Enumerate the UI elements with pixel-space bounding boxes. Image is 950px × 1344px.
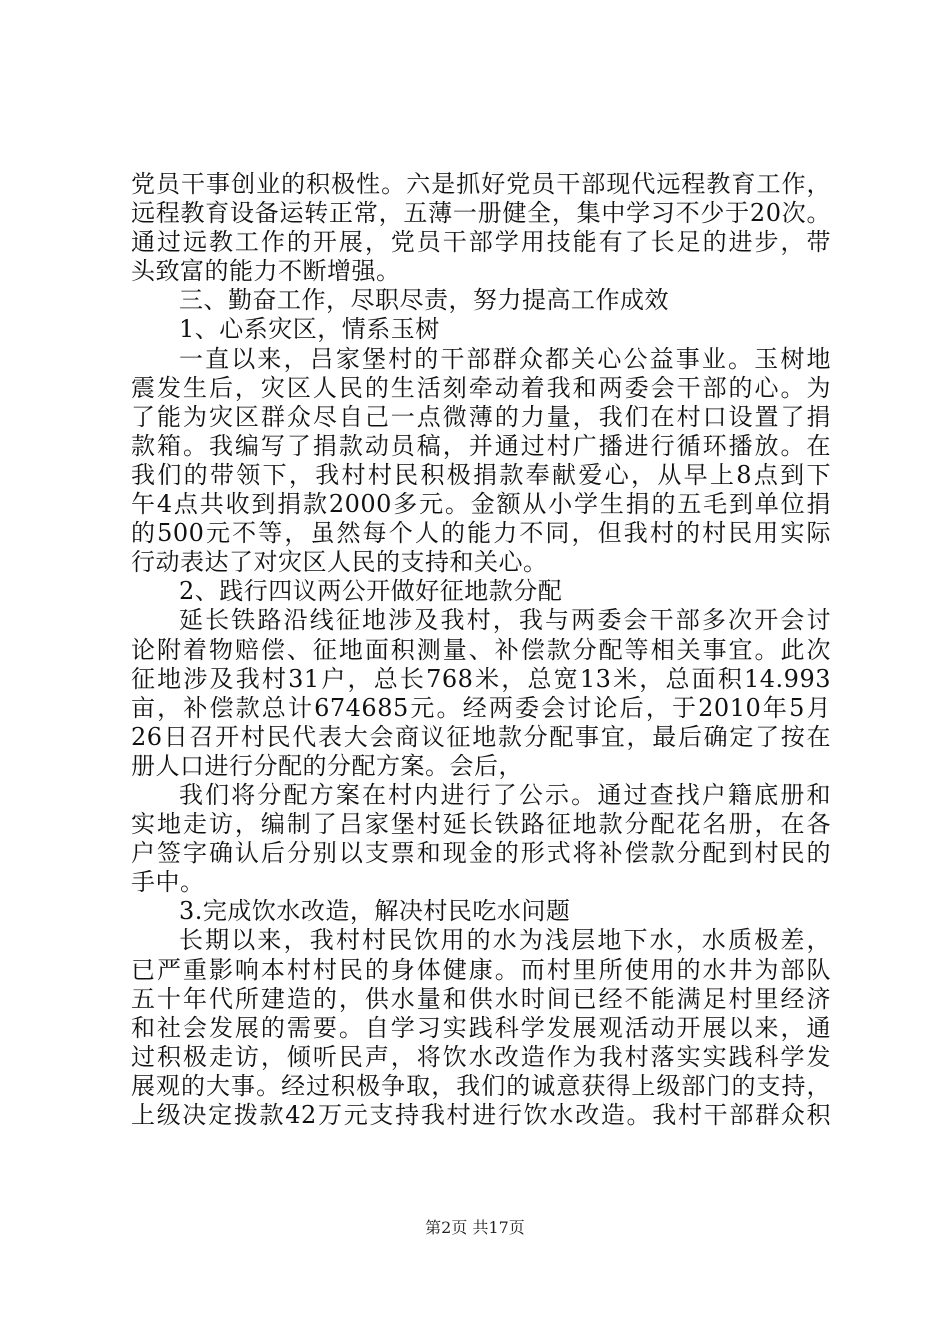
text-line: 2、践行四议两公开做好征地款分配 (179, 577, 563, 606)
text-line: 我们的带领下，我村村民积极捐款奉献爱心，从早上8点到下 (131, 460, 831, 489)
text-line: 户签字确认后分别以支票和现金的形式将补偿款分配到村民的 (131, 839, 831, 868)
text-line: 和社会发展的需要。自学习实践科学发展观活动开展以来，通 (131, 1013, 831, 1042)
text-line: 上级决定拨款42万元支持我村进行饮水改造。我村干部群众积 (131, 1101, 831, 1129)
text-line: 三、勤奋工作，尽职尽责，努力提高工作成效 (179, 286, 669, 315)
text-line: 远程教育设备运转正常，五薄一册健全，集中学习不少于20次。 (131, 199, 831, 228)
text-line: 了能为灾区群众尽自己一点微薄的力量，我们在村口设置了捐 (131, 402, 831, 431)
text-line: 征地涉及我村31户，总长768米，总宽13米，总面积14.993 (131, 664, 831, 693)
text-line: 手中。 (131, 868, 205, 897)
page-footer (0, 1215, 950, 1238)
text-line: 款箱。我编写了捐款动员稿，并通过村广播进行循环播放。在 (131, 431, 831, 460)
text-line: 五十年代所建造的，供水量和供水时间已经不能满足村里经济 (131, 984, 831, 1013)
text-line: 展观的大事。经过积极争取，我们的诚意获得上级部门的支持， (131, 1071, 831, 1100)
text-line: 头致富的能力不断增强。 (131, 257, 401, 286)
text-line: 我们将分配方案在村内进行了公示。通过查找户籍底册和 (179, 780, 831, 809)
text-line: 已严重影响本村村民的身体健康。而村里所使用的水井为部队 (131, 955, 831, 984)
text-line: 26日召开村民代表大会商议征地款分配事宜，最后确定了按在 (131, 722, 831, 751)
text-line: 过积极走访，倾听民声，将饮水改造作为我村落实实践科学发 (131, 1042, 831, 1071)
text-line: 长期以来，我村村民饮用的水为浅层地下水，水质极差， (179, 926, 831, 955)
text-line: 的500元不等，虽然每个人的能力不同，但我村的村民用实际 (131, 519, 831, 548)
text-line: 党员干事创业的积极性。六是抓好党员干部现代远程教育工作， (131, 170, 831, 198)
document-body (131, 170, 831, 1130)
text-line: 震发生后，灾区人民的生活刻牵动着我和两委会干部的心。为 (131, 373, 831, 402)
text-line: 3.完成饮水改造，解决村民吃水问题 (179, 897, 571, 926)
text-line: 亩，补偿款总计674685元。经两委会讨论后，于2010年5月 (131, 693, 831, 722)
text-line: 一直以来，吕家堡村的干部群众都关心公益事业。玉树地 (179, 344, 831, 373)
page-number-label: 第2页 共17页 (425, 1218, 525, 1237)
text-line: 册人口进行分配的分配方案。会后， (131, 751, 523, 780)
text-line: 行动表达了对灾区人民的支持和关心。 (131, 548, 548, 577)
text-line: 实地走访，编制了吕家堡村延长铁路征地款分配花名册，在各 (131, 810, 831, 839)
text-line: 论附着物赔偿、征地面积测量、补偿款分配等相关事宜。此次 (131, 635, 831, 664)
text-line: 延长铁路沿线征地涉及我村，我与两委会干部多次开会讨 (179, 606, 831, 635)
text-line: 通过远教工作的开展，党员干部学用技能有了长足的进步，带 (131, 228, 831, 257)
text-line: 午4点共收到捐款2000多元。金额从小学生捐的五毛到单位捐 (131, 490, 831, 519)
text-line: 1、心系灾区，情系玉树 (179, 315, 440, 344)
